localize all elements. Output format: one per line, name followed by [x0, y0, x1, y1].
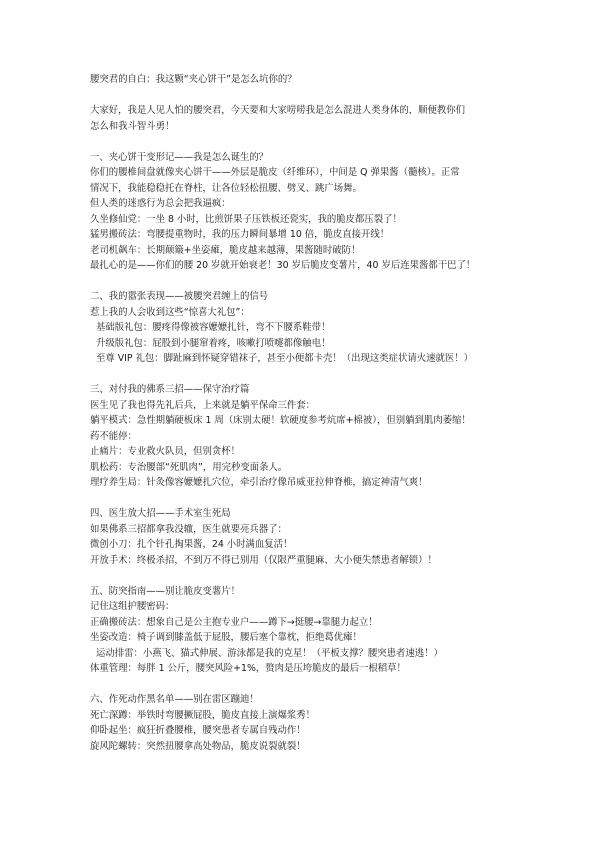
section-line: 至尊 VIP 礼包：脚趾麻到怀疑穿错袜子，甚至小便都卡壳！（出现这类症状请火速就医！） — [96, 353, 474, 364]
section-line: 久坐修仙党：一坐 8 小时，比煎饼果子压铁板还瓷实，我的脆皮都压裂了！ — [90, 213, 402, 225]
intro-line: 大家好，我是人见人怕的腰突君，今天要和大家唠唠我是怎么混进人类身体的，顺便教你们 — [90, 105, 466, 116]
intro-line: 怎么和我斗智斗勇！ — [90, 120, 175, 132]
section-line: 体重管理：每胖 1 公斤，腰突风险+1%，赘肉是压垮脆皮的最后一根稻草！ — [90, 663, 406, 674]
spacer — [90, 134, 520, 150]
section-line: 惹上我的人会收到这些“惊喜大礼包”： — [90, 306, 250, 318]
section-heading: 三、对付我的佛系三招——保守治疗篇 — [90, 384, 250, 395]
spacer — [90, 88, 520, 104]
section-heading: 五、防突指南——别让脆皮变薯片！ — [90, 585, 241, 597]
section-line: 微创小刀：扎个针孔掏果酱，24 小时满血复活！ — [90, 539, 293, 550]
section-heading: 一、夹心饼干变形记——我是怎么诞生的？ — [90, 151, 269, 163]
section-line: 旋风陀螺转：突然扭腰拿高处物品，脆皮说裂就裂！ — [90, 740, 306, 752]
section-line: 药不能停： — [90, 430, 137, 442]
document-title: 腰突君的自白：我这颗“夹心饼干”是怎么坑你的？ — [90, 74, 297, 85]
section-line: 情况下，我能稳稳托在脊柱，让各位轻松扭腰、劈叉、跳广场舞。 — [90, 182, 362, 194]
spacer — [90, 274, 520, 290]
spacer — [90, 568, 520, 584]
section-line: 止痛片：专业救火队员，但别贪杯！ — [90, 446, 241, 457]
document-body — [90, 72, 520, 754]
section-line: 坐姿改造：椅子调到膝盖低于屁股，腰后塞个靠枕，拒绝葛优瘫！ — [90, 632, 362, 643]
section-line: 肌松药：专治腰部“死肌肉”，用完秒变面条人。 — [90, 461, 288, 473]
section-heading: 四、医生放大招——手术室生死局 — [90, 508, 231, 519]
section-line: 老司机飙车：长期颠簸+坐姿瘫，脆皮越来越薄，果酱随时破防！ — [90, 244, 361, 256]
spacer — [90, 491, 520, 507]
section-line: 记住这组护腰密码： — [90, 601, 175, 612]
section-line: 基础版礼包：腰疼得像被容嬷嬷扎针，弯不下腰系鞋带！ — [96, 322, 331, 333]
section-line: 运动排雷：小燕飞、猫式伸展、游泳都是我的克星！（平板支撑？腰突患者速逃！） — [96, 647, 443, 659]
section-line: 但人类的迷惑行为总会把我逼疯： — [90, 198, 231, 209]
section-line: 理疗养生局：针灸像容嬷嬷扎穴位，牵引治疗像吊威亚拉伸脊椎，搞定神清气爽！ — [90, 477, 428, 488]
section-line: 升级版礼包：屁股到小腿窜着疼，咳嗽打喷嚏都像触电！ — [96, 337, 331, 349]
spacer — [90, 677, 520, 693]
section-line: 正确搬砖法：想象自己是公主抱专业户——蹲下→挺腰→靠腿力起立！ — [90, 616, 378, 628]
section-line: 猛男搬砖法：弯腰提重物时，我的压力瞬间暴增 10 倍，脆皮直接开线！ — [90, 229, 390, 240]
section-line: 死亡深蹲：举铁时弯腰撅屁股，脆皮直接上演爆浆秀！ — [90, 709, 316, 721]
section-line: 仰卧起坐：疯狂折叠腰椎，腰突患者专属自残动作！ — [90, 725, 306, 736]
section-line: 开放手术：终极杀招，不到万不得已别用（仅限严重腿麻、大小便失禁患者解锁）！ — [90, 554, 437, 566]
section-line: 最扎心的是——你们的腰 20 岁就开始衰老！30 岁后脆皮变薯片，40 岁后连果酱都干巴了！ — [90, 260, 476, 271]
section-heading: 二、我的嚣张表现——被腰突君缠上的信号 — [90, 291, 269, 302]
section-line: 医生见了我也得先礼后兵，上来就是躺平保命三件套： — [90, 399, 316, 411]
section-line: 你们的腰椎间盘就像夹心饼干——外层是脆皮（纤维环），中间是 Q 弹果酱（髓核）。正常 — [90, 167, 460, 178]
section-line: 如果佛系三招都拿我没辙，医生就要亮兵器了： — [90, 523, 287, 535]
sections-container — [90, 150, 520, 755]
spacer — [90, 367, 520, 383]
section-heading: 六、作死动作黑名单——别在雷区蹦迪！ — [90, 694, 259, 705]
section-line: 躺平模式：急性期躺硬板床 1 周（床别太硬！软硬度参考炕席+棉被），但别躺到肌肉萎缩！ — [90, 415, 471, 426]
